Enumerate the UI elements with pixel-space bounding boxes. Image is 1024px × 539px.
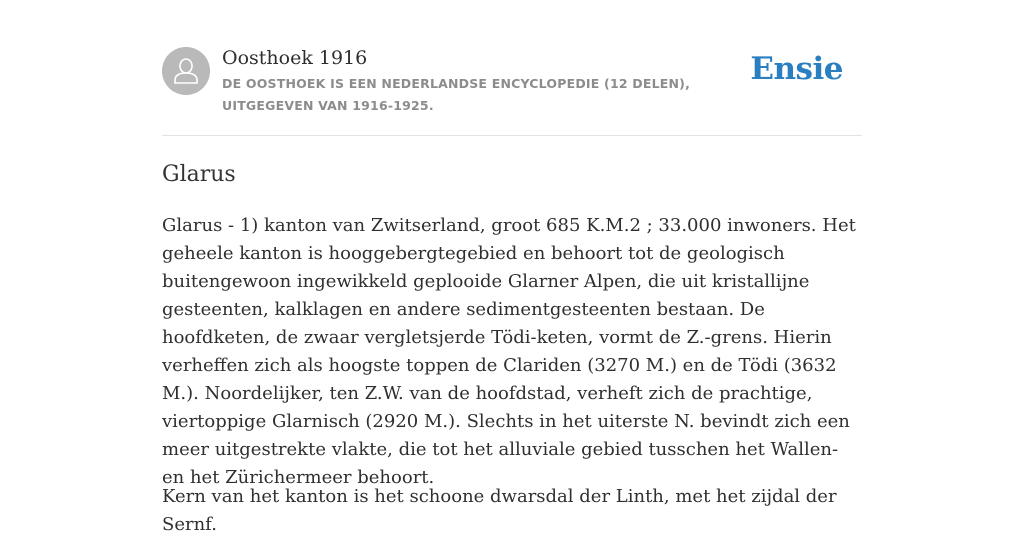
article-paragraph-1: Glarus - 1) kanton van Zwitserland, groot 685 K.M.2 ; 33.000 inwoners. Het geheele kanton is hooggebergtegebied en behoort tot de geologisch buitengewoon ingewikkeld geplooide Glarner Alpen, die uit kristallijne gesteenten, kalklagen en andere sedimentgesteenten bestaan. De hoofdketen, de zwaar vergletsjerde Tödi-keten, vormt de Z.-grens. Hierin verheffen zich als hoogste toppen de Clariden (3270 M.) en de Tödi (3632 M.). Noordelijker, ten Z.W. van de hoofdstad, verheft zich de prachtige, viertoppige Glarnisch (2920 M.). Slechts in het uiterste N. bevindt zich een meer uitgestrekte vlakte, die tot het alluviale gebied tusschen het Wallen- en het Zürichermeer behoort. [162,215,856,488]
user-avatar-icon[interactable] [162,47,210,95]
page-container [162,0,862,535]
article-title: Glarus [162,162,236,187]
article-paragraph-2: Kern van het kanton is het schoone dwarsdal der Linth, met het zijdal der Sernf. [162,486,837,535]
ensie-logo-link[interactable]: Ensie [750,51,843,87]
source-title[interactable]: Oosthoek 1916 [222,47,368,69]
source-header [162,0,862,136]
source-description: DE OOSTHOEK IS EEN NEDERLANDSE ENCYCLOPEDIE (12 DELEN), UITGEGEVEN VAN 1916-1925. [222,76,691,113]
